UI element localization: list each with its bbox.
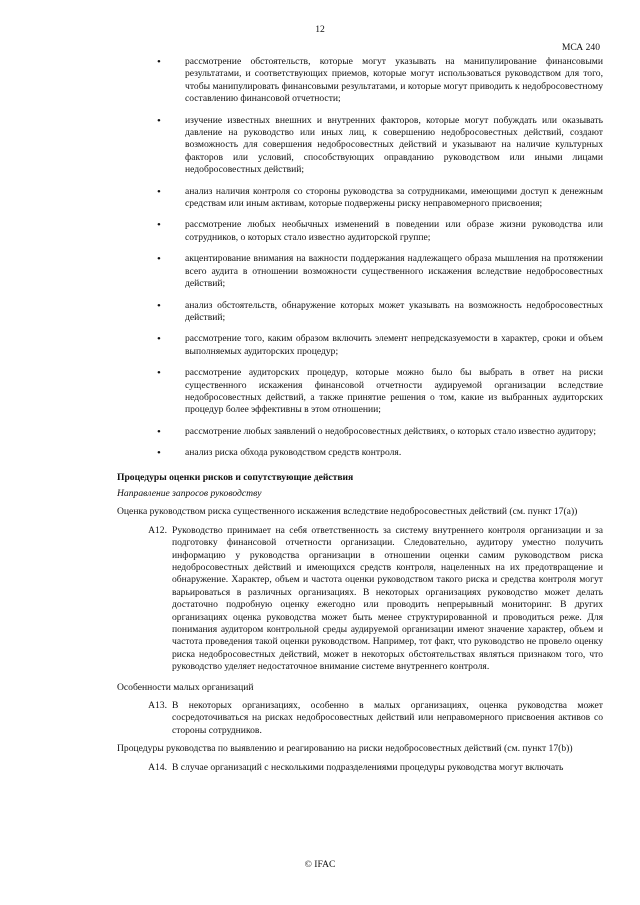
list-item: • анализ обстоятельств, обнаружение которых может указывать на возможность недобросовестных действий; <box>157 299 603 323</box>
bullet-icon: • <box>157 185 161 198</box>
list-item: • акцентирование внимания на важности поддержания надлежащего образа мышления на протяжении всего аудита в отношении возможности существенного искажения вследствие недобросовестных действий; <box>157 253 603 290</box>
list-item: • рассмотрение обстоятельств, которые могут указывать на манипулирование финансовыми результатами, и соответствующих приемов, которые могут использоваться руководством для того, чтобы манипулировать финансовыми результатами, и которые могут приводить к недобросовестному составлению финансовой отчетности; <box>157 56 603 105</box>
paragraph-a14 <box>117 762 603 774</box>
paragraph-number: A12. <box>148 524 167 536</box>
paragraph-number: A13. <box>148 700 167 712</box>
bullet-icon: • <box>157 219 161 232</box>
list-item: • изучение известных внешних и внутренних факторов, которые могут побуждать или оказывать давление на руководство или иных лиц, к совершению недобросовестных действий, создают возможность для совершения недобросовестных действий и указывают на наличие культурных факторов или условий, способствующих оправданию руководством или иными лицами недобросовестных действий; <box>157 114 603 176</box>
paragraph-text: Руководство принимает на себя ответственность за систему внутреннего контроля организации и за подготовку финансовой отчетности организации. Следовательно, аудитору уместно получить информацию у руководства организации в отношении оценки самим руководством риска недобросовестных действий и имеющихся средств контроля, нацеленных на их предотвращение и обнаружение. Характер, объем и частота оценки руководством такого риска и средства контроля могут варьироваться в различных организациях. В некоторых организациях руководство может делать достаточно подробную оценку ежегодно или проводить непрерывный мониторинг. В других организациях оценка руководства может быть менее структурированной и проводиться реже. Для понимания аудитором контрольной среды аудируемой организации имеют значение характер, объем и частота проведения такой оценки руководством. Например, тот факт, что руководство не провело оценку риска недобросовестных действий, может в некоторых обстоятельствах являться признаком того, что руководство уделяет недостаточное внимание системе внутреннего контроля. <box>172 524 603 673</box>
bullet-icon: • <box>157 114 161 127</box>
list-item: • анализ наличия контроля со стороны руководства за сотрудниками, имеющими доступ к денежным средствам или иным активам, которые подвержены риску неправомерного присвоения; <box>157 185 603 210</box>
document-code: МСА 240 <box>561 42 600 53</box>
bullet-icon: • <box>157 56 161 68</box>
bullet-icon: • <box>157 333 161 346</box>
list-item: • рассмотрение аудиторских процедур, которые можно было бы выбрать в ответ на риски существенного искажения финансовой отчетности аудируемой организации вследствие недобросовестных действий, а также принятие решения о том, какие из выбранных аудиторских процедур более эффективны в этом отношении; <box>157 367 603 416</box>
list-item: • анализ риска обхода руководством средств контроля. <box>157 447 402 460</box>
page-body <box>117 56 603 774</box>
subsection-heading: Направление запросов руководству <box>117 487 262 499</box>
bullet-icon: • <box>157 299 161 312</box>
bullet-icon: • <box>157 447 161 460</box>
page-number: 12 <box>315 24 325 35</box>
list-item: • рассмотрение любых заявлений о недобросовестных действиях, о которых стало известно аудитору; <box>157 425 597 438</box>
paragraph-a13 <box>117 700 603 737</box>
procedures-heading: Процедуры руководства по выявлению и реагированию на риски недобросовестных действий (см. пункт 17(b)) <box>117 743 573 755</box>
paragraph-a12 <box>117 525 603 674</box>
paragraph-text: В случае организаций с несколькими подразделениями процедуры руководства могут включать <box>172 761 564 773</box>
intro-paragraph: Оценка руководством риска существенного искажения вследствие недобросовестных действий (см. пункт 17(а)) <box>117 506 578 518</box>
small-entities-heading: Особенности малых организаций <box>117 681 254 693</box>
copyright-footer: © IFAC <box>304 859 336 870</box>
list-item: • рассмотрение любых необычных изменений в поведении или образе жизни руководства или сотрудников, о которых стало известно аудиторской группе; <box>157 219 603 243</box>
paragraph-text: В некоторых организациях, особенно в малых организациях, оценка руководства может сосредоточиваться на рисках недобросовестных действий или неправомерного присвоения активов со стороны сотрудников. <box>172 700 603 736</box>
paragraph-number: A14. <box>148 761 167 773</box>
bullet-icon: • <box>157 367 161 380</box>
bullet-icon: • <box>157 425 161 438</box>
bullet-list <box>117 56 603 460</box>
list-item: • рассмотрение того, каким образом включить элемент непредсказуемости в характер, сроки и объем выполняемых аудиторских процедур; <box>157 333 603 357</box>
bullet-icon: • <box>157 253 161 266</box>
section-heading: Процедуры оценки рисков и сопутствующие действия <box>117 471 354 483</box>
